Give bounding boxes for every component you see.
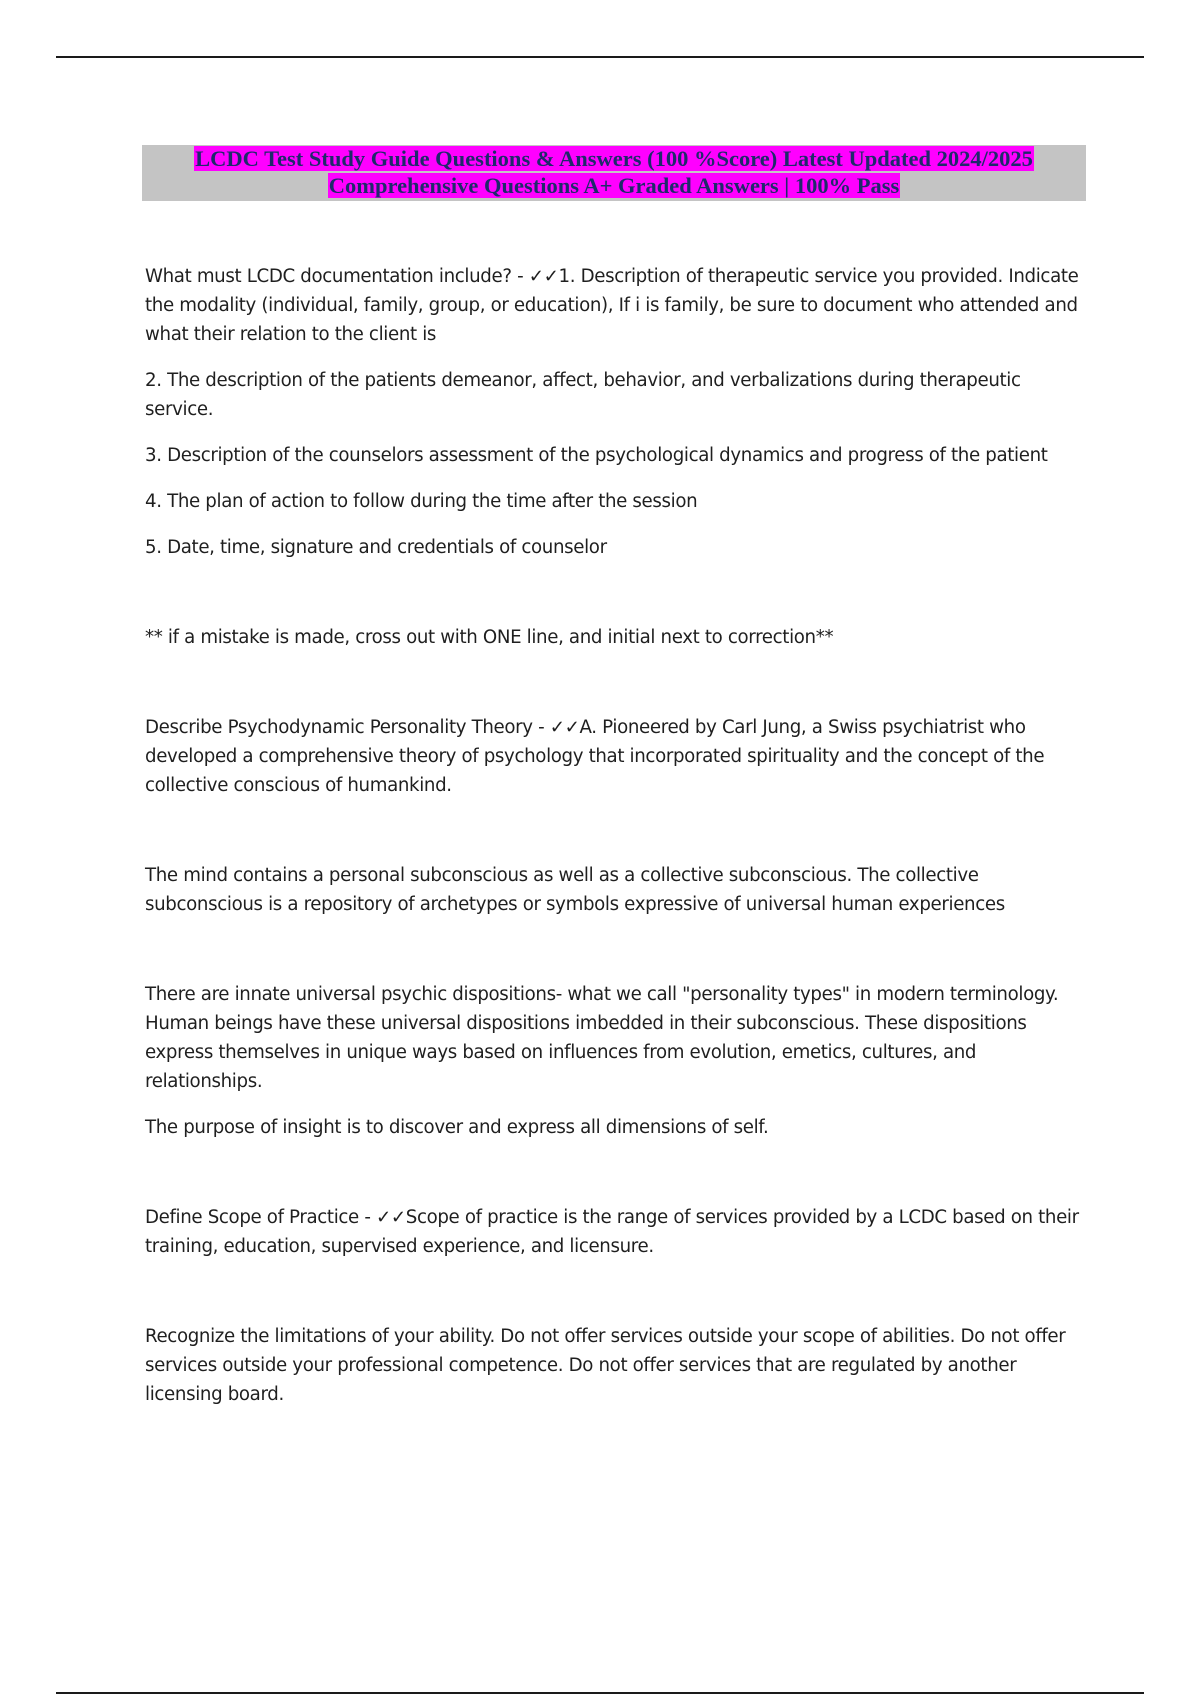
psychodynamic-paragraph-2: The mind contains a personal subconscious as well as a collective subconscious. The collective subconscious is a repository of archetypes or symbols expressive of universal human experiences <box>145 865 1005 915</box>
psychodynamic-paragraph-3: There are innate universal psychic dispositions- what we call "personality types" in modern terminology. Human beings have these universal dispositions imbedded in their subconscious. These dispositions express themselves in unique ways based on influences from evolution, emetics, cultures, and relationships. <box>145 984 1059 1092</box>
bottom-rule <box>56 1692 1144 1694</box>
document-title-banner <box>142 145 1086 201</box>
title-line-1: LCDC Test Study Guide Questions & Answers (100 %Score) Latest Updated 2024/2025 <box>195 146 1033 171</box>
answer-item-2: 2. The description of the patients demeanor, affect, behavior, and verbalizations during therapeutic service. <box>145 370 1021 420</box>
scope-paragraph-2: Recognize the limitations of your ability. Do not offer services outside your scope of abilities. Do not offer services outside your professional competence. Do not offer services that are regulated by another licensing board. <box>145 1326 1066 1405</box>
psychodynamic-paragraph-4: The purpose of insight is to discover and express all dimensions of self. <box>145 1117 769 1138</box>
top-rule <box>56 56 1144 58</box>
document-body <box>145 262 1085 1409</box>
correction-note: ** if a mistake is made, cross out with ONE line, and initial next to correction** <box>145 627 834 648</box>
question-documentation: What must LCDC documentation include? - ✓✓1. Description of therapeutic service you provided. Indicate the modality (individual, family, group, or education), If i is family, be sure to document who attended and what their relation to the client is <box>145 266 1079 345</box>
answer-item-4: 4. The plan of action to follow during the time after the session <box>145 491 698 512</box>
answer-item-3: 3. Description of the counselors assessment of the psychological dynamics and progress of the patient <box>145 445 1048 466</box>
title-line-2: Comprehensive Questions A+ Graded Answers | 100% Pass <box>328 173 900 198</box>
question-psychodynamic-theory: Describe Psychodynamic Personality Theory - ✓✓A. Pioneered by Carl Jung, a Swiss psychiatrist who developed a comprehensive theory of psychology that incorporated spirituality and the concept of the collective conscious of humankind. <box>145 717 1045 796</box>
question-scope-of-practice: Define Scope of Practice - ✓✓Scope of practice is the range of services provided by a LCDC based on their training, education, supervised experience, and licensure. <box>145 1207 1079 1257</box>
answer-item-5: 5. Date, time, signature and credentials of counselor <box>145 537 607 558</box>
